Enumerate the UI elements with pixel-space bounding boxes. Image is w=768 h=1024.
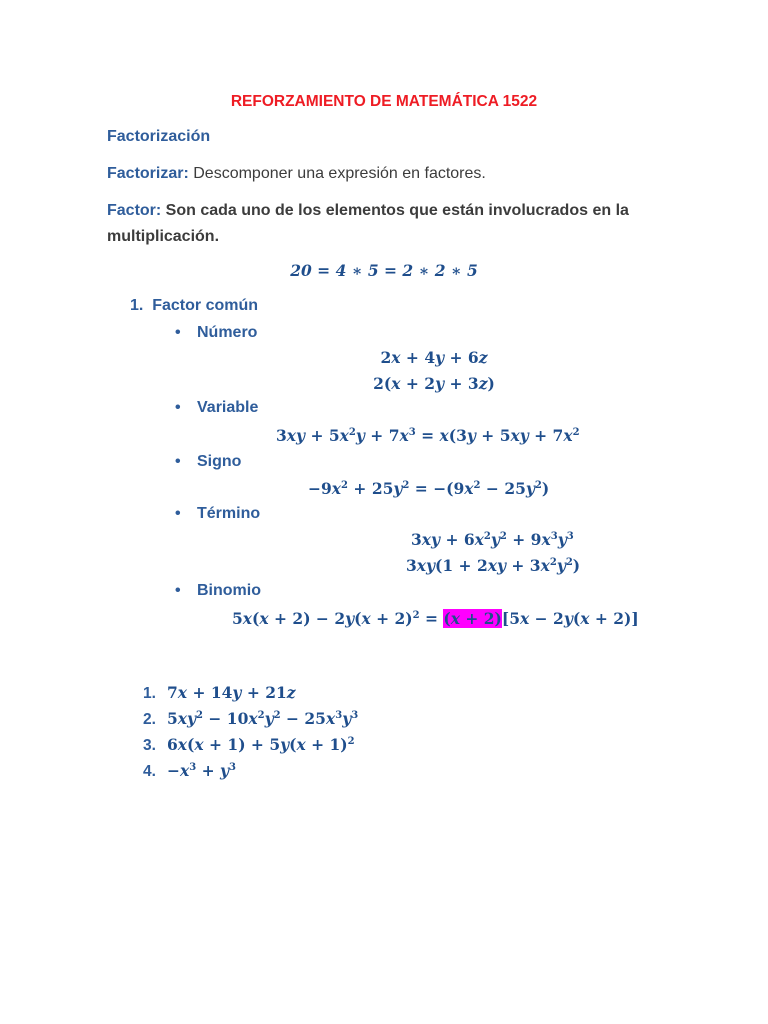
exercise-item: 3. $6x(x + 1) + 5y(x + 1)^2$ xyxy=(143,735,355,754)
bullet-dot-icon: • xyxy=(175,453,181,470)
bullet-termino xyxy=(175,505,260,523)
math-numero-2: 2(x + 2y + 3z) xyxy=(373,374,495,393)
bullet-label: Variable xyxy=(197,399,259,416)
page-title: REFORZAMIENTO DE MATEMÁTICA 1522 xyxy=(230,93,538,110)
math-binomio: $5x(x + 2) - 2y(x + 2)^2 = (x + 2)[5x - 2y(x + 2)]$ xyxy=(232,609,639,628)
bullet-label: Signo xyxy=(197,453,242,470)
bullet-label: Número xyxy=(197,324,258,341)
bullet-binomio xyxy=(175,582,261,600)
bullet-numero xyxy=(175,324,257,342)
exercise-item: 1. 7x + 14y + 21z xyxy=(143,683,296,702)
definition-text: Descomponer una expresión en factores. xyxy=(188,165,486,182)
definition-text: Son cada uno de los elementos que están involucrados en la xyxy=(161,202,629,219)
math-termino-1: $3xy + 6x^2y^2 + 9x^3y^3$ xyxy=(411,530,574,549)
bullet-dot-icon: • xyxy=(175,582,181,599)
bullet-signo xyxy=(175,453,241,471)
definition-term: Factor: xyxy=(107,202,162,219)
math-numero-1: 2x + 4y + 6z xyxy=(380,348,488,367)
math-signo: $-9x^2 + 25y^2 = -(9x^2 - 25y^2)$ xyxy=(308,479,550,498)
highlighted-factor: (x + 2) xyxy=(443,609,502,628)
exercise-item: 2. $5xy^2 - 10x^2y^2 - 25x^3y^3$ xyxy=(143,709,359,728)
definition-factor xyxy=(107,202,629,220)
exercise-item: 4. $-x^3 + y^3$ xyxy=(143,761,236,780)
bullet-label: Binomio xyxy=(197,582,261,599)
math-variable: $3xy + 5x^2y + 7x^3 = x(3y + 5xy + 7x^2$ xyxy=(276,426,580,445)
bullet-variable xyxy=(175,399,258,417)
section-heading: Factorización xyxy=(107,128,211,145)
bullet-dot-icon: • xyxy=(175,505,181,522)
bullet-dot-icon: • xyxy=(175,399,181,416)
definition-factorizar xyxy=(107,165,486,183)
math-termino-2: $3xy(1 + 2xy + 3x^2y^2)$ xyxy=(406,556,581,575)
list-heading xyxy=(130,297,258,315)
definition-term: Factorizar: xyxy=(107,165,189,182)
bullet-label: Término xyxy=(197,505,261,522)
list-number: 1. xyxy=(130,297,144,314)
example-equation: 20 = 4 ∗ 5 = 2 ∗ 2 ∗ 5 xyxy=(290,261,478,280)
list-heading-text: Factor común xyxy=(152,297,259,314)
bullet-dot-icon: • xyxy=(175,324,181,341)
definition-factor-line2: multiplicación. xyxy=(107,228,220,245)
